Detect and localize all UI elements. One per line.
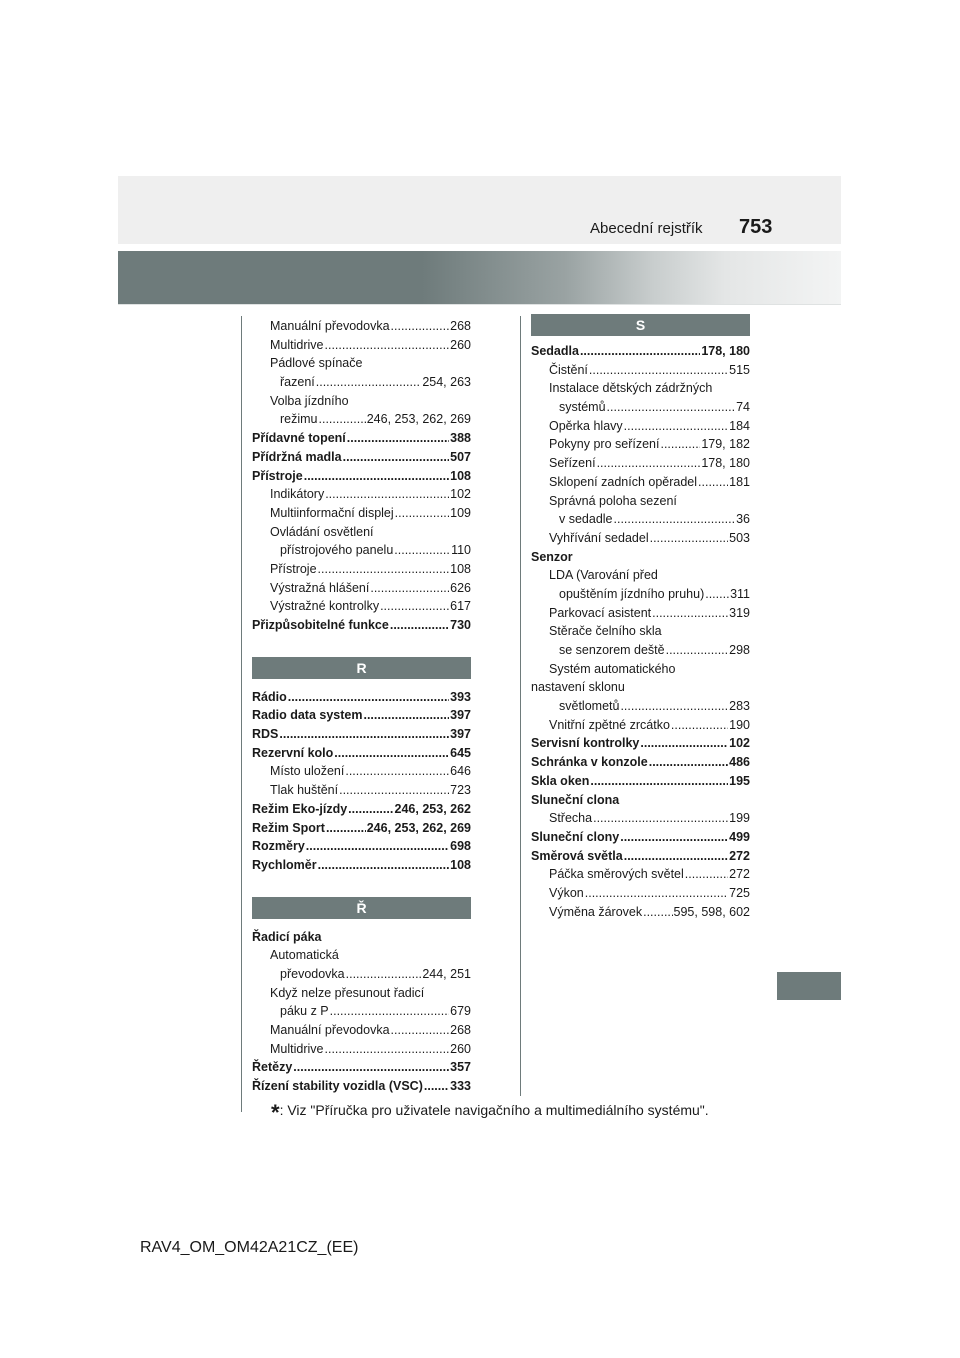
entry-label: světlometů xyxy=(559,699,620,714)
index-entry xyxy=(531,903,750,922)
dot-leader xyxy=(649,753,728,772)
index-entry xyxy=(531,809,750,828)
entry-page-ref[interactable]: 108 xyxy=(450,468,471,483)
entry-page-ref[interactable]: 179, 182 xyxy=(701,437,750,452)
index-entry xyxy=(531,641,750,660)
entry-page-ref[interactable]: 645 xyxy=(450,745,471,760)
dot-leader xyxy=(326,819,366,838)
index-entry xyxy=(252,837,471,856)
entry-label: Přídržná madla xyxy=(252,449,342,464)
index-entry: Správná poloha sezení xyxy=(549,493,677,508)
entry-label: Tlak huštění xyxy=(270,783,339,798)
header-band xyxy=(118,251,841,304)
dot-leader xyxy=(607,398,736,417)
section-header-r: R xyxy=(252,657,471,679)
dot-leader xyxy=(643,903,672,922)
entry-page-ref[interactable]: 723 xyxy=(450,783,471,798)
entry-page-ref[interactable]: 260 xyxy=(450,337,471,352)
footnote xyxy=(271,1100,709,1126)
entry-page-ref[interactable]: 199 xyxy=(729,811,750,826)
dot-leader xyxy=(660,435,700,454)
dot-leader xyxy=(318,560,450,579)
entry-page-ref[interactable]: 397 xyxy=(450,727,471,742)
index-entry xyxy=(252,504,471,523)
index-entry xyxy=(252,616,471,635)
entry-page-ref[interactable]: 679 xyxy=(450,1004,471,1019)
entry-label: Přídavné topení xyxy=(252,431,346,446)
entry-page-ref[interactable]: 102 xyxy=(729,736,750,751)
footnote-text: : Viz "Příručka pro uživatele navigačního a multimediálního systému". xyxy=(279,1102,709,1118)
dot-leader xyxy=(593,809,728,828)
entry-page-ref[interactable]: 503 xyxy=(729,530,750,545)
index-column-left xyxy=(252,317,471,1096)
dot-leader xyxy=(347,429,449,448)
entry-label: Servisní kontrolky xyxy=(531,736,640,751)
index-entry: Řadicí páka xyxy=(252,929,322,944)
dot-leader xyxy=(334,744,449,763)
dot-leader xyxy=(395,504,449,523)
dot-leader xyxy=(671,716,728,735)
entry-page-ref[interactable]: 195 xyxy=(729,773,750,788)
entry-label: Výstražné kontrolky xyxy=(270,599,380,614)
entry-label: Přístroje xyxy=(252,468,303,483)
index-entry xyxy=(252,819,471,838)
entry-label: řazení xyxy=(280,375,315,390)
entry-label: Sluneční clony xyxy=(531,829,620,844)
entry-page-ref[interactable]: 109 xyxy=(450,505,471,520)
entry-label: Radio data system xyxy=(252,708,363,723)
index-entry xyxy=(252,1058,471,1077)
entry-label: páku z P xyxy=(280,1004,329,1019)
entry-label: Schránka v konzole xyxy=(531,755,648,770)
dot-leader xyxy=(424,1077,449,1096)
index-entry xyxy=(252,688,471,707)
entry-page-ref[interactable]: 283 xyxy=(729,699,750,714)
dot-leader xyxy=(304,467,449,486)
index-entry: Když nelze přesunout řadicí xyxy=(270,985,425,1000)
footnote-marker: * xyxy=(271,1100,280,1125)
index-entry xyxy=(531,529,750,548)
entry-page-ref[interactable]: 36 xyxy=(736,512,750,527)
dot-leader xyxy=(370,579,449,598)
index-entry xyxy=(252,800,471,819)
index-entry xyxy=(531,398,750,417)
index-entry xyxy=(531,697,750,716)
entry-page-ref[interactable]: 617 xyxy=(450,599,471,614)
dot-leader xyxy=(624,417,728,436)
index-entry xyxy=(252,373,471,392)
entry-label: Multidrive xyxy=(270,1041,324,1056)
entry-label: Čistění xyxy=(549,362,588,377)
entry-label: režimu xyxy=(280,412,318,427)
index-entry: Automatická xyxy=(270,948,339,963)
entry-page-ref[interactable]: 507 xyxy=(450,449,471,464)
entry-label: se senzorem deště xyxy=(559,643,665,657)
entry-page-ref[interactable]: 260 xyxy=(450,1041,471,1056)
index-entry xyxy=(252,725,471,744)
entry-page-ref[interactable]: 393 xyxy=(450,689,471,704)
dot-leader xyxy=(288,688,449,707)
entry-page-ref[interactable]: 357 xyxy=(450,1060,471,1075)
entry-page-ref[interactable]: 595, 598, 602 xyxy=(673,904,750,919)
index-entry: Pádlové spínače xyxy=(270,356,363,371)
entry-label: Rychloměr xyxy=(252,857,317,872)
index-column-right xyxy=(531,314,750,921)
index-entry: Ovládání osvětlení xyxy=(270,524,374,539)
header-band-edge xyxy=(118,304,841,305)
index-entry xyxy=(252,762,471,781)
entry-page-ref[interactable]: 626 xyxy=(450,580,471,595)
page-number: 753 xyxy=(739,216,773,238)
index-entry: Volba jízdního xyxy=(270,393,349,408)
dot-leader xyxy=(624,847,728,866)
dot-leader xyxy=(391,1021,450,1040)
entry-label: Výměna žárovek xyxy=(549,904,643,919)
entry-label: opuštěním jízdního pruhu) xyxy=(559,586,705,601)
entry-page-ref[interactable]: 388 xyxy=(450,431,471,446)
entry-label: Vyhřívání sedadel xyxy=(549,530,649,545)
entry-label: Manuální převodovka xyxy=(270,319,390,333)
entry-label: v sedadle xyxy=(559,512,613,527)
dot-leader xyxy=(391,317,450,336)
dot-leader xyxy=(685,865,728,884)
index-entry xyxy=(531,865,750,884)
dot-leader xyxy=(380,597,449,616)
dot-leader xyxy=(390,616,449,635)
entry-label: přístrojového panelu xyxy=(280,543,394,558)
index-entry xyxy=(531,604,750,623)
entry-label: Režim Sport xyxy=(252,820,325,835)
entry-page-ref[interactable]: 254, 263 xyxy=(422,375,471,390)
entry-page-ref[interactable]: 319 xyxy=(729,605,750,620)
entry-page-ref[interactable]: 246, 253, 262, 269 xyxy=(366,820,471,835)
index-entries-continued xyxy=(252,317,471,635)
entry-label: Výstražná hlášení xyxy=(270,580,370,595)
dot-leader xyxy=(589,361,728,380)
dot-leader xyxy=(640,734,728,753)
entry-label: Multiinformační displej xyxy=(270,505,394,520)
entry-page-ref[interactable]: 268 xyxy=(450,1023,471,1037)
entry-label: Manuální převodovka xyxy=(270,1023,390,1037)
entry-label: Směrová světla xyxy=(531,848,623,863)
index-entry xyxy=(531,361,750,380)
entry-label: Rozměry xyxy=(252,839,305,854)
header-title: Abecední rejstřík xyxy=(590,220,703,237)
entry-page-ref[interactable]: 515 xyxy=(729,362,750,377)
entry-label: Rádio xyxy=(252,689,287,704)
entry-page-ref[interactable]: 246, 253, 262, 269 xyxy=(366,412,471,427)
entry-page-ref[interactable]: 646 xyxy=(450,764,471,779)
entry-page-ref[interactable]: 181 xyxy=(729,474,750,489)
index-entry xyxy=(252,485,471,504)
index-entry xyxy=(252,579,471,598)
dot-leader xyxy=(698,473,728,492)
index-entry xyxy=(531,417,750,436)
index-entry xyxy=(252,560,471,579)
entry-label: Řízení stability vozidla (VSC) xyxy=(252,1079,423,1094)
entry-page-ref[interactable]: 108 xyxy=(450,561,471,576)
index-entry xyxy=(252,744,471,763)
entry-page-ref[interactable]: 272 xyxy=(729,848,750,863)
index-entry xyxy=(531,342,750,361)
dot-leader xyxy=(348,800,393,819)
dot-leader xyxy=(279,725,449,744)
index-entry xyxy=(252,706,471,725)
entry-label: Přizpůsobitelné funkce xyxy=(252,618,389,632)
index-entries-r xyxy=(252,688,471,875)
entry-label: Páčka směrových světel xyxy=(549,867,684,882)
entry-label: Indikátory xyxy=(270,487,325,502)
index-entry: LDA (Varování před xyxy=(549,568,658,583)
index-entry xyxy=(531,828,750,847)
index-entry: Systém automatického xyxy=(549,661,676,676)
dot-leader xyxy=(343,448,450,467)
dot-leader xyxy=(614,510,736,529)
entry-page-ref[interactable]: 725 xyxy=(729,885,750,900)
entry-page-ref[interactable]: 244, 251 xyxy=(422,966,471,981)
index-entry xyxy=(252,448,471,467)
dot-leader xyxy=(306,837,449,856)
entry-label: Skla oken xyxy=(531,773,590,788)
entry-label: Opěrka hlavy xyxy=(549,418,623,433)
index-entry xyxy=(252,541,471,560)
header-bar xyxy=(118,176,841,244)
index-entry xyxy=(531,473,750,492)
column-divider-left xyxy=(241,316,242,1112)
index-entry xyxy=(252,1077,471,1096)
index-entry xyxy=(252,317,471,336)
dot-leader xyxy=(394,541,450,560)
index-entry xyxy=(252,429,471,448)
index-entry xyxy=(531,753,750,772)
entry-page-ref[interactable]: 74 xyxy=(736,400,750,415)
entry-label: Parkovací asistent xyxy=(549,605,652,620)
index-entry xyxy=(252,781,471,800)
index-entries-s xyxy=(531,342,750,921)
entry-page-ref[interactable]: 311 xyxy=(730,586,750,601)
index-entry xyxy=(531,510,750,529)
index-entry: Instalace dětských zádržných xyxy=(549,381,713,396)
entry-label: RDS xyxy=(252,727,279,742)
index-entry xyxy=(252,597,471,616)
dot-leader xyxy=(325,485,449,504)
entry-label: Vnitřní zpětné zrcátko xyxy=(549,717,670,732)
dot-leader xyxy=(345,762,449,781)
index-entry xyxy=(252,410,471,429)
dot-leader xyxy=(705,585,729,604)
entry-page-ref[interactable]: 486 xyxy=(729,755,750,770)
index-entry xyxy=(252,1040,471,1059)
dot-leader xyxy=(325,1040,450,1059)
dot-leader xyxy=(590,772,728,791)
index-entry: Sluneční clona xyxy=(531,792,620,807)
entry-page-ref[interactable]: 730 xyxy=(450,618,471,632)
dot-leader xyxy=(652,604,728,623)
index-entry xyxy=(531,734,750,753)
dot-leader xyxy=(363,706,449,725)
entry-label: Seřízení xyxy=(549,456,596,471)
entry-page-ref[interactable]: 499 xyxy=(729,829,750,844)
index-entry xyxy=(531,435,750,454)
index-entries-r-caron xyxy=(252,928,471,1096)
entry-label: Režim Eko-jízdy xyxy=(252,801,348,816)
entry-label: Řetězy xyxy=(252,1060,293,1075)
entry-page-ref[interactable]: 333 xyxy=(450,1079,471,1094)
entry-label: Pokyny pro seřízení xyxy=(549,437,660,452)
dot-leader xyxy=(597,454,701,473)
dot-leader xyxy=(325,336,450,355)
entry-label: Střecha xyxy=(549,811,593,826)
dot-leader xyxy=(293,1058,449,1077)
entry-page-ref[interactable]: 698 xyxy=(450,839,471,854)
dot-leader xyxy=(620,828,728,847)
dot-leader xyxy=(620,697,728,716)
entry-page-ref[interactable]: 108 xyxy=(450,857,471,872)
index-entry xyxy=(531,585,750,604)
index-entry xyxy=(252,467,471,486)
entry-label: systémů xyxy=(559,400,606,415)
entry-page-ref[interactable]: 190 xyxy=(729,717,750,732)
entry-label: Výkon xyxy=(549,885,584,900)
dot-leader xyxy=(316,373,422,392)
index-entry xyxy=(252,336,471,355)
index-entry xyxy=(252,1021,471,1040)
entry-page-ref[interactable]: 246, 253, 262 xyxy=(394,801,471,816)
index-entry xyxy=(531,454,750,473)
entry-page-ref[interactable]: 272 xyxy=(729,867,750,882)
index-entry xyxy=(531,716,750,735)
entry-page-ref[interactable]: 178, 180 xyxy=(701,344,750,358)
entry-page-ref[interactable]: 102 xyxy=(450,487,471,502)
index-entry xyxy=(252,1002,471,1021)
dot-leader xyxy=(580,342,700,361)
entry-label: Sklopení zadních opěradel xyxy=(549,474,698,489)
index-entry xyxy=(252,965,471,984)
index-entry xyxy=(531,847,750,866)
entry-page-ref[interactable]: 268 xyxy=(450,319,471,333)
section-header-r-caron: Ř xyxy=(252,897,471,919)
entry-page-ref[interactable]: 298 xyxy=(729,643,750,657)
index-entry xyxy=(252,856,471,875)
index-entry: Senzor xyxy=(531,549,573,564)
index-entry xyxy=(531,884,750,903)
entry-page-ref[interactable]: 110 xyxy=(451,543,471,558)
dot-leader xyxy=(318,856,450,875)
entry-label: převodovka xyxy=(280,966,345,981)
entry-label: Multidrive xyxy=(270,337,324,352)
dot-leader xyxy=(650,529,729,548)
column-divider-middle xyxy=(520,316,521,1096)
dot-leader xyxy=(319,410,366,429)
index-entry xyxy=(531,772,750,791)
document-id: RAV4_OM_OM42A21CZ_(EE) xyxy=(140,1239,359,1256)
dot-leader xyxy=(339,781,449,800)
entry-label: Přístroje xyxy=(270,561,317,576)
index-entry: nastavení sklonu xyxy=(531,680,625,695)
dot-leader xyxy=(346,965,422,984)
dot-leader xyxy=(330,1002,450,1021)
entry-label: Rezervní kolo xyxy=(252,745,334,760)
entry-label: Místo uložení xyxy=(270,764,345,779)
index-entry: Stěrače čelního skla xyxy=(549,624,662,639)
entry-page-ref[interactable]: 184 xyxy=(729,418,750,433)
dot-leader xyxy=(666,641,729,660)
index-side-tab[interactable] xyxy=(777,972,841,1000)
dot-leader xyxy=(585,884,728,903)
entry-page-ref[interactable]: 178, 180 xyxy=(701,456,750,471)
section-header-s: S xyxy=(531,314,750,336)
entry-label: Sedadla xyxy=(531,344,579,358)
entry-page-ref[interactable]: 397 xyxy=(450,708,471,723)
